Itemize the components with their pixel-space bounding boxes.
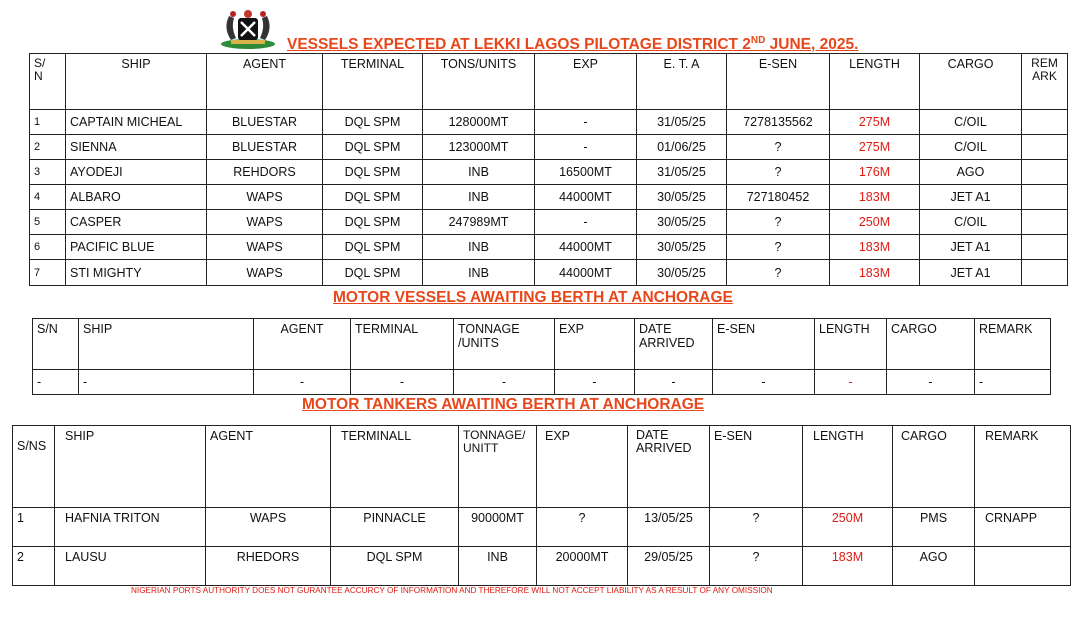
cell-exp: 44000MT xyxy=(535,235,637,260)
header-eta: E. T. A xyxy=(637,54,727,110)
cell-esen: 727180452 xyxy=(727,185,830,210)
table-row xyxy=(13,508,1071,547)
cell-sn: 2 xyxy=(30,135,66,160)
header-agent: AGENT xyxy=(207,54,323,110)
cell-tons: INB xyxy=(423,185,535,210)
title-end: JUNE, 2025. xyxy=(765,36,859,54)
header-remark: REMARK xyxy=(975,426,1071,508)
cell-length: 250M xyxy=(803,508,893,547)
header-remark: REMARK xyxy=(975,319,1051,370)
cell-remark: CRNAPP xyxy=(975,508,1071,547)
cell-agent: WAPS xyxy=(206,508,331,547)
header-agent: AGENT xyxy=(206,426,331,508)
cell-terminal: DQL SPM xyxy=(323,110,423,135)
table-row xyxy=(33,370,1051,395)
cell-ship: PACIFIC BLUE xyxy=(66,235,207,260)
header-terminal: TERMINALL xyxy=(331,426,459,508)
header-exp: EXP xyxy=(537,426,628,508)
cell-exp: ? xyxy=(537,508,628,547)
cell-remark xyxy=(1022,185,1068,210)
cell-esen: ? xyxy=(710,508,803,547)
cell-length: 176M xyxy=(830,160,920,185)
title-main: VESSELS EXPECTED AT LEKKI LAGOS PILOTAGE DISTRICT 2 xyxy=(287,36,751,54)
cell-esen: ? xyxy=(727,160,830,185)
motor-vessels-table xyxy=(32,318,1051,395)
header-terminal: TERMINAL xyxy=(323,54,423,110)
cell-exp: 44000MT xyxy=(535,260,637,286)
cell-tons: 247989MT xyxy=(423,210,535,235)
cell-cargo: - xyxy=(887,370,975,395)
cell-exp: - xyxy=(555,370,635,395)
cell-ship: LAUSU xyxy=(55,547,206,586)
table-row xyxy=(30,135,1068,160)
table-row xyxy=(30,210,1068,235)
cell-eta: 30/05/25 xyxy=(637,210,727,235)
cell-remark xyxy=(1022,235,1068,260)
cell-cargo: C/OIL xyxy=(920,210,1022,235)
table-row xyxy=(30,160,1068,185)
cell-length: 250M xyxy=(830,210,920,235)
cell-remark: - xyxy=(975,370,1051,395)
cell-tonnage: INB xyxy=(459,547,537,586)
cell-terminal: DQL SPM xyxy=(331,547,459,586)
cell-ship: CAPTAIN MICHEAL xyxy=(66,110,207,135)
cell-date: 29/05/25 xyxy=(628,547,710,586)
cell-ship: AYODEJI xyxy=(66,160,207,185)
cell-terminal: DQL SPM xyxy=(323,210,423,235)
table-header-row xyxy=(30,54,1068,110)
cell-cargo: PMS xyxy=(893,508,975,547)
cell-terminal: DQL SPM xyxy=(323,235,423,260)
title-sup: ND xyxy=(750,35,766,46)
header-cargo: CARGO xyxy=(893,426,975,508)
table-row xyxy=(30,185,1068,210)
cell-sn: 7 xyxy=(30,260,66,286)
cell-length: 183M xyxy=(803,547,893,586)
cell-esen: 7278135562 xyxy=(727,110,830,135)
cell-cargo: AGO xyxy=(920,160,1022,185)
cell-esen: ? xyxy=(727,235,830,260)
table-header-row xyxy=(33,319,1051,370)
cell-length: 183M xyxy=(830,260,920,286)
cell-sn: 5 xyxy=(30,210,66,235)
cell-date: 13/05/25 xyxy=(628,508,710,547)
cell-remark xyxy=(1022,135,1068,160)
cell-terminal: DQL SPM xyxy=(323,260,423,286)
coat-of-arms-icon xyxy=(219,8,277,50)
cell-ship: SIENNA xyxy=(66,135,207,160)
header-tonnage: TONNAGE /UNITS xyxy=(454,319,555,370)
cell-esen: ? xyxy=(727,135,830,160)
cell-sn: 2 xyxy=(13,547,55,586)
cell-agent: - xyxy=(254,370,351,395)
cell-sn: 1 xyxy=(30,110,66,135)
cell-agent: REHDORS xyxy=(207,160,323,185)
cell-agent: WAPS xyxy=(207,210,323,235)
header-sn: S/NS xyxy=(13,426,55,508)
cell-remark xyxy=(1022,160,1068,185)
cell-eta: 01/06/25 xyxy=(637,135,727,160)
cell-cargo: JET A1 xyxy=(920,260,1022,286)
cell-cargo: JET A1 xyxy=(920,185,1022,210)
page-title xyxy=(287,35,858,54)
table-row xyxy=(30,110,1068,135)
cell-exp: - xyxy=(535,135,637,160)
header-sn: S/N xyxy=(30,54,66,110)
cell-sn: 3 xyxy=(30,160,66,185)
header-date: DATE ARRIVED xyxy=(628,426,710,508)
cell-terminal: DQL SPM xyxy=(323,160,423,185)
cell-length: 183M xyxy=(830,185,920,210)
header-exp: EXP xyxy=(535,54,637,110)
table-row xyxy=(13,547,1071,586)
cell-esen: ? xyxy=(710,547,803,586)
header-length: LENGTH xyxy=(815,319,887,370)
header-esen: E-SEN xyxy=(727,54,830,110)
cell-cargo: C/OIL xyxy=(920,135,1022,160)
cell-eta: 31/05/25 xyxy=(637,110,727,135)
header-date: DATE ARRIVED xyxy=(635,319,713,370)
header-terminal: TERMINAL xyxy=(351,319,454,370)
cell-tonnage: - xyxy=(454,370,555,395)
cell-agent: BLUESTAR xyxy=(207,135,323,160)
cell-terminal: PINNACLE xyxy=(331,508,459,547)
header-cargo: CARGO xyxy=(920,54,1022,110)
header-tons: TONS/UNITS xyxy=(423,54,535,110)
motor-tankers-table xyxy=(12,425,1071,586)
expected-vessels-table xyxy=(29,53,1068,286)
motor-tankers-title: MOTOR TANKERS AWAITING BERTH AT ANCHORAGE xyxy=(302,396,705,413)
cell-eta: 30/05/25 xyxy=(637,260,727,286)
cell-agent: WAPS xyxy=(207,185,323,210)
cell-exp: - xyxy=(535,110,637,135)
cell-esen: ? xyxy=(727,210,830,235)
cell-sn: 1 xyxy=(13,508,55,547)
cell-cargo: C/OIL xyxy=(920,110,1022,135)
cell-agent: RHEDORS xyxy=(206,547,331,586)
cell-length: 183M xyxy=(830,235,920,260)
table-row xyxy=(30,235,1068,260)
cell-eta: 30/05/25 xyxy=(637,185,727,210)
cell-ship: ALBARO xyxy=(66,185,207,210)
header-ship: SHIP xyxy=(66,54,207,110)
cell-tons: 128000MT xyxy=(423,110,535,135)
header-esen: E-SEN xyxy=(710,426,803,508)
cell-cargo: JET A1 xyxy=(920,235,1022,260)
cell-terminal: DQL SPM xyxy=(323,185,423,210)
table-row xyxy=(30,260,1068,286)
cell-exp: 16500MT xyxy=(535,160,637,185)
header-remark: REMARK xyxy=(1022,54,1068,110)
cell-terminal: - xyxy=(351,370,454,395)
cell-ship: - xyxy=(79,370,254,395)
cell-date: - xyxy=(635,370,713,395)
header-exp: EXP xyxy=(555,319,635,370)
cell-exp: 44000MT xyxy=(535,185,637,210)
cell-exp: - xyxy=(535,210,637,235)
header-ship: SHIP xyxy=(55,426,206,508)
cell-esen: - xyxy=(713,370,815,395)
disclaimer-text: NIGERIAN PORTS AUTHORITY DOES NOT GURANTEE ACCURCY OF INFORMATION AND THEREFORE WILL NOT ACCEPT LIABILITY AS A RESULT OF ANY OMISSION xyxy=(131,586,773,595)
cell-tons: 123000MT xyxy=(423,135,535,160)
header-agent: AGENT xyxy=(254,319,351,370)
cell-agent: WAPS xyxy=(207,235,323,260)
cell-tons: INB xyxy=(423,160,535,185)
cell-sn: 4 xyxy=(30,185,66,210)
header-ship: SHIP xyxy=(79,319,254,370)
cell-sn: - xyxy=(33,370,79,395)
cell-eta: 31/05/25 xyxy=(637,160,727,185)
header-length: LENGTH xyxy=(803,426,893,508)
cell-agent: BLUESTAR xyxy=(207,110,323,135)
cell-ship: HAFNIA TRITON xyxy=(55,508,206,547)
table-header-row xyxy=(13,426,1071,508)
cell-esen: ? xyxy=(727,260,830,286)
cell-remark xyxy=(975,547,1071,586)
cell-cargo: AGO xyxy=(893,547,975,586)
cell-tonnage: 90000MT xyxy=(459,508,537,547)
header-cargo: CARGO xyxy=(887,319,975,370)
cell-exp: 20000MT xyxy=(537,547,628,586)
header-tonnage: TONNAGE/UNITT xyxy=(459,426,537,508)
cell-eta: 30/05/25 xyxy=(637,235,727,260)
cell-tons: INB xyxy=(423,235,535,260)
cell-remark xyxy=(1022,110,1068,135)
cell-ship: STI MIGHTY xyxy=(66,260,207,286)
motor-vessels-title: MOTOR VESSELS AWAITING BERTH AT ANCHORAGE xyxy=(333,289,733,306)
cell-remark xyxy=(1022,260,1068,286)
cell-remark xyxy=(1022,210,1068,235)
cell-length: 275M xyxy=(830,110,920,135)
cell-sn: 6 xyxy=(30,235,66,260)
cell-tons: INB xyxy=(423,260,535,286)
header-sn: S/N xyxy=(33,319,79,370)
header-esen: E-SEN xyxy=(713,319,815,370)
cell-length: - xyxy=(815,370,887,395)
header-length: LENGTH xyxy=(830,54,920,110)
cell-length: 275M xyxy=(830,135,920,160)
cell-agent: WAPS xyxy=(207,260,323,286)
cell-terminal: DQL SPM xyxy=(323,135,423,160)
cell-ship: CASPER xyxy=(66,210,207,235)
